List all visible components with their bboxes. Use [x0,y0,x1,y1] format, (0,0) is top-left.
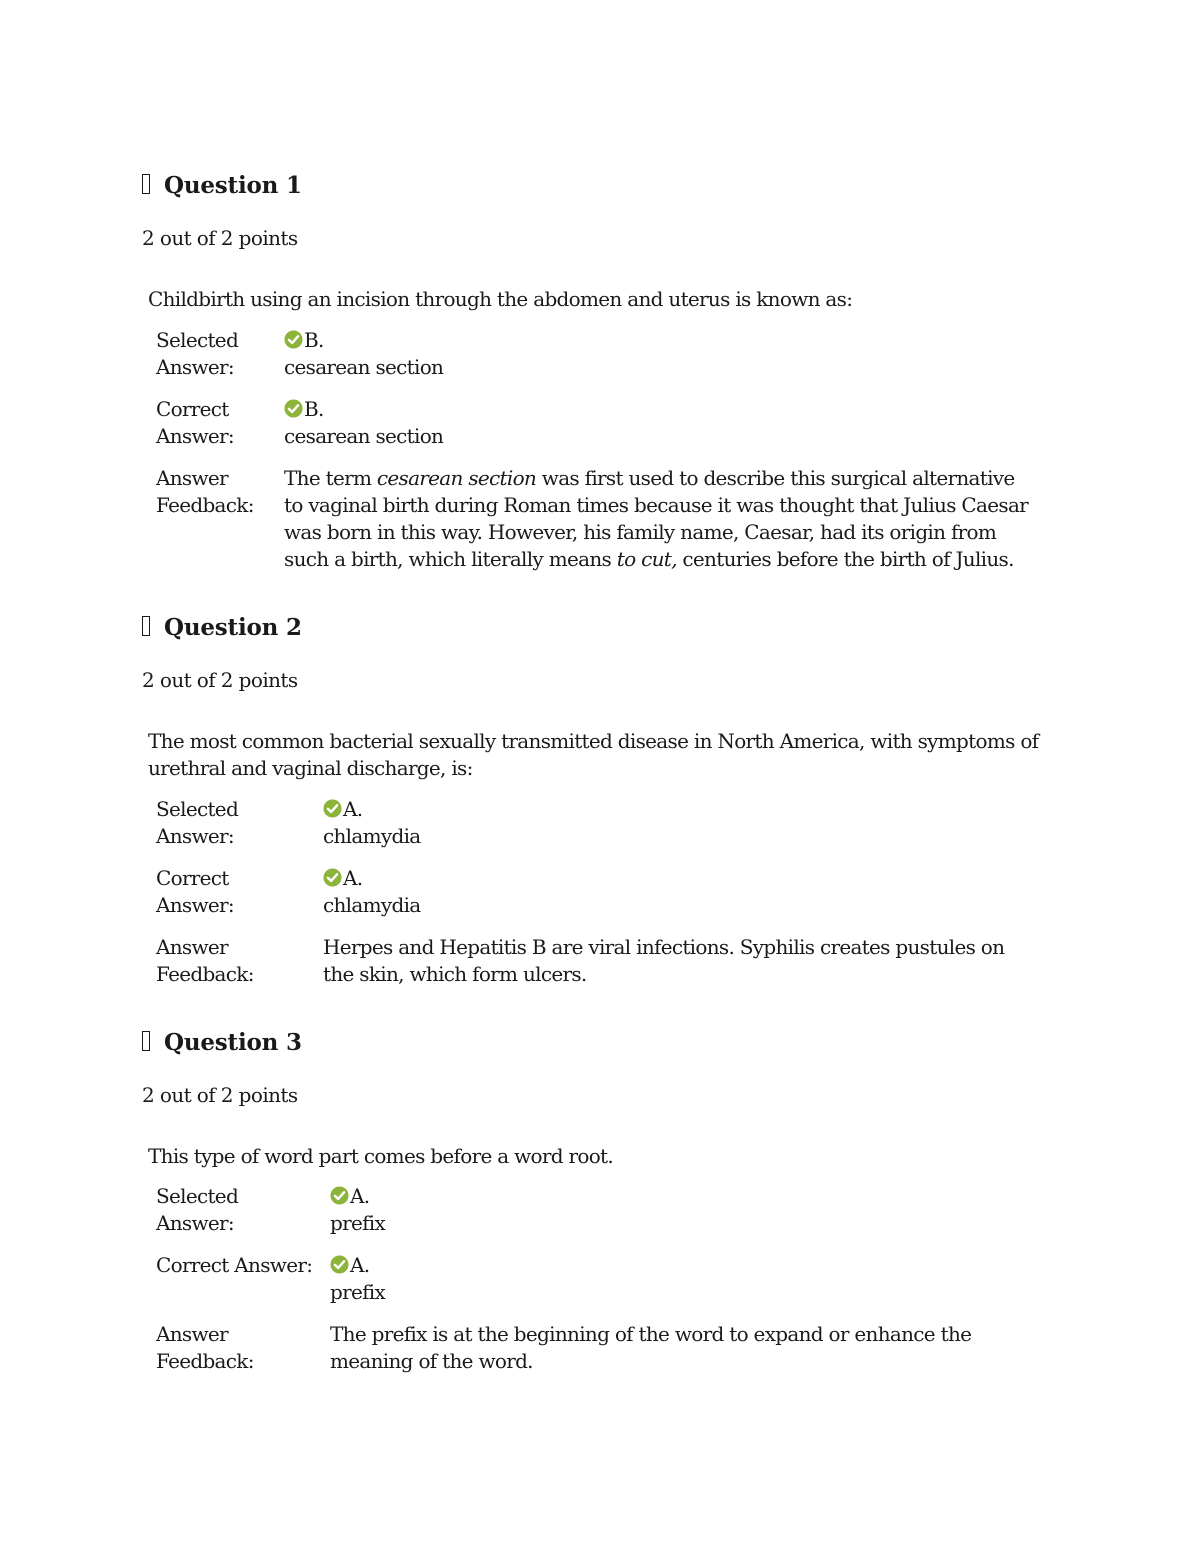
correct-answer-label: Correct Answer: [156,866,234,917]
question-points: 2 out of 2 points [142,668,298,692]
answer-feedback-label: Answer Feedback: [156,466,254,517]
question-title: Question 3 [164,1028,302,1056]
question-text: Childbirth using an incision through the abdomen and uterus is known as: [148,287,853,311]
selected-answer-text: chlamydia [323,824,421,848]
question-header [142,612,302,642]
answer-feedback-text [284,465,1034,573]
selected-answer-text: cesarean section [284,355,444,379]
question-points: 2 out of 2 points [142,1083,298,1107]
correct-answer-label: Correct Answer: [156,1253,313,1277]
correct-check-icon [323,799,342,818]
feedback-segment: centuries before the birth of Julius. [676,547,1014,571]
feedback-segment: Herpes and Hepatitis B are viral infections. Syphilis creates pustules on the skin, which form ulcers. [323,935,1005,986]
selected-answer-label: Selected Answer: [156,328,239,379]
question-header [142,170,302,200]
selected-answer-letter: A. [350,1184,370,1208]
correct-answer-letter: B. [304,397,324,421]
feedback-segment: cesarean section [376,466,537,490]
correct-check-icon [284,399,303,418]
correct-answer-label: Correct Answer: [156,397,234,448]
feedback-segment: to cut, [616,547,677,571]
selected-answer-letter: B. [304,328,324,352]
correct-answer-letter: A. [343,866,363,890]
question-status-icon [142,616,150,636]
answer-feedback-label: Answer Feedback: [156,935,254,986]
correct-check-icon [284,330,303,349]
question-header [142,1027,302,1057]
answer-feedback-text [323,934,1023,988]
question-status-icon [142,174,150,194]
selected-answer-label: Selected Answer: [156,1184,239,1235]
question-title: Question 2 [164,613,302,641]
selected-answer-text: prefix [330,1211,386,1235]
correct-answer-letter: A. [350,1253,370,1277]
feedback-segment: The term [284,466,377,490]
question-text: The most common bacterial sexually transmitted disease in North America, with symptoms of urethral and vaginal discharge, is: [148,729,1039,780]
selected-answer-letter: A. [343,797,363,821]
correct-answer-text: chlamydia [323,893,421,917]
question-points: 2 out of 2 points [142,226,298,250]
question-title: Question 1 [164,171,302,199]
feedback-segment: was first used to describe this surgical alternative to vaginal birth during Roman times because it was thought that Julius Caesar was born in this way. However, his family name, Caesar, had its origin from such a birth, which literally means [284,466,1029,571]
question-text: This type of word part comes before a word root. [148,1144,614,1168]
correct-check-icon [330,1186,349,1205]
correct-answer-text: cesarean section [284,424,444,448]
question-status-icon [142,1031,150,1051]
correct-check-icon [323,868,342,887]
correct-answer-text: prefix [330,1280,386,1304]
answer-feedback-label: Answer Feedback: [156,1322,254,1373]
correct-check-icon [330,1255,349,1274]
answer-feedback-text [330,1321,990,1375]
feedback-segment: The prefix is at the beginning of the word to expand or enhance the meaning of the word. [330,1322,972,1373]
selected-answer-label: Selected Answer: [156,797,239,848]
